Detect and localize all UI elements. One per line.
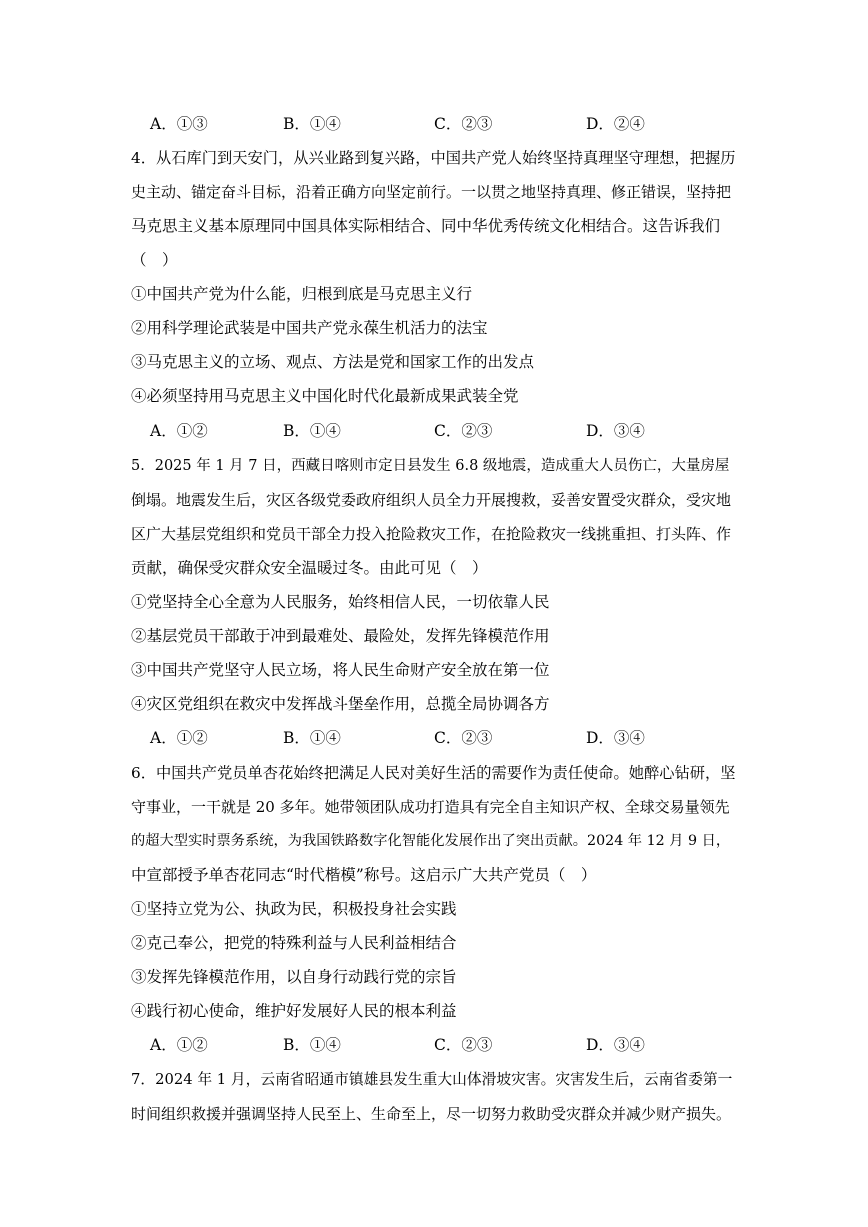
q5-stem-line-1: 5．2025 年 1 月 7 日，西藏日喀则市定日县发生 6.8 级地震，造成重大人员伤亡，大量房屋 — [131, 458, 730, 474]
option-d: D．③④ — [586, 729, 645, 747]
option-d: D．③④ — [586, 1036, 645, 1054]
option-a: A．①② — [150, 1036, 208, 1054]
q5-stem-line-4: 贡献，确保受灾群众安全温暖过冬。由此可见（ ） — [131, 559, 488, 577]
q7-stem-line-1: 7．2024 年 1 月，云南省昭通市镇雄县发生重大山体滑坡灾害。灾害发生后，云南省委第一 — [131, 1071, 733, 1088]
q4-stem-line-2: 史主动、锚定奋斗目标，沿着正确方向坚定前行。一以贯之地坚持真理、修正错误，坚持把 — [131, 183, 732, 201]
q4-item-3: ③马克思主义的立场、观点、方法是党和国家工作的出发点 — [131, 353, 535, 371]
q4-stem-line-3: 马克思主义基本原理同中国具体实际相结合、同中华优秀传统文化相结合。这告诉我们 — [131, 217, 721, 235]
q5-item-3: ③中国共产党坚守人民立场，将人民生命财产安全放在第一位 — [131, 661, 550, 679]
option-a: A．①② — [150, 729, 208, 747]
q6-stem-line-1: 6．中国共产党员单杏花始终把满足人民对美好生活的需要作为责任使命。她醉心钻研，坚 — [131, 764, 736, 782]
q5-options — [0, 728, 868, 748]
q6-item-3: ③发挥先锋模范作用，以自身行动践行党的宗旨 — [131, 968, 457, 986]
options-row-prev — [0, 114, 868, 134]
q5-item-4: ④灾区党组织在救灾中发挥战斗堡垒作用，总揽全局协调各方 — [131, 695, 550, 713]
option-b: B．①④ — [283, 1036, 341, 1054]
option-c: C．②③ — [434, 729, 493, 747]
q6-item-2: ②克己奉公，把党的特殊利益与人民利益相结合 — [131, 934, 457, 952]
q6-stem-line-3: 的超大型实时票务系统，为我国铁路数字化智能化发展作出了突出贡献。2024 年 12 月 9 日， — [131, 833, 731, 849]
q4-stem-line-4: （ ） — [131, 251, 178, 269]
option-d: D．③④ — [586, 422, 645, 440]
q4-item-2: ②用科学理论武装是中国共产党永葆生机活力的法宝 — [131, 319, 488, 337]
option-d: D．②④ — [586, 115, 645, 133]
q4-item-1: ①中国共产党为什么能，归根到底是马克思主义行 — [131, 285, 473, 303]
option-a: A．①③ — [150, 115, 208, 133]
q4-options — [0, 421, 868, 441]
option-b: B．①④ — [283, 115, 341, 133]
q5-item-2: ②基层党员干部敢于冲到最难处、最险处，发挥先锋模范作用 — [131, 627, 550, 645]
q5-item-1: ①党坚持全心全意为人民服务，始终相信人民，一切依靠人民 — [131, 593, 550, 611]
option-c: C．②③ — [434, 1036, 493, 1054]
q6-options — [0, 1035, 868, 1055]
option-a: A．①② — [150, 422, 208, 440]
option-b: B．①④ — [283, 422, 341, 440]
q6-stem-line-2: 守事业，一干就是 20 多年。她带领团队成功打造具有完全自主知识产权、全球交易量领先 — [131, 798, 730, 816]
option-c: C．②③ — [434, 115, 493, 133]
q5-stem-line-2: 倒塌。地震发生后，灾区各级党委政府组织人员全力开展搜救，妥善安置受灾群众，受灾地 — [131, 491, 732, 509]
q6-item-4: ④践行初心使命，维护好发展好人民的根本利益 — [131, 1002, 457, 1020]
q5-stem-line-3: 区广大基层党组织和党员干部全力投入抢险救灾工作，在抢险救灾一线挑重担、打头阵、作 — [131, 525, 732, 543]
option-c: C．②③ — [434, 422, 493, 440]
q6-item-1: ①坚持立党为公、执政为民，积极投身社会实践 — [131, 900, 457, 918]
q4-item-4: ④必须坚持用马克思主义中国化时代化最新成果武装全党 — [131, 387, 519, 405]
q6-stem-line-4: 中宣部授予单杏花同志“时代楷模”称号。这启示广大共产党员（ ） — [131, 866, 597, 884]
option-b: B．①④ — [283, 729, 341, 747]
q7-stem-line-2: 时间组织救援并强调坚持人民至上、生命至上，尽一切努力救助受灾群众并减少财产损失。 — [131, 1105, 732, 1123]
q4-stem-line-1: 4．从石库门到天安门，从兴业路到复兴路，中国共产党人始终坚持真理坚守理想，把握历 — [131, 149, 736, 167]
